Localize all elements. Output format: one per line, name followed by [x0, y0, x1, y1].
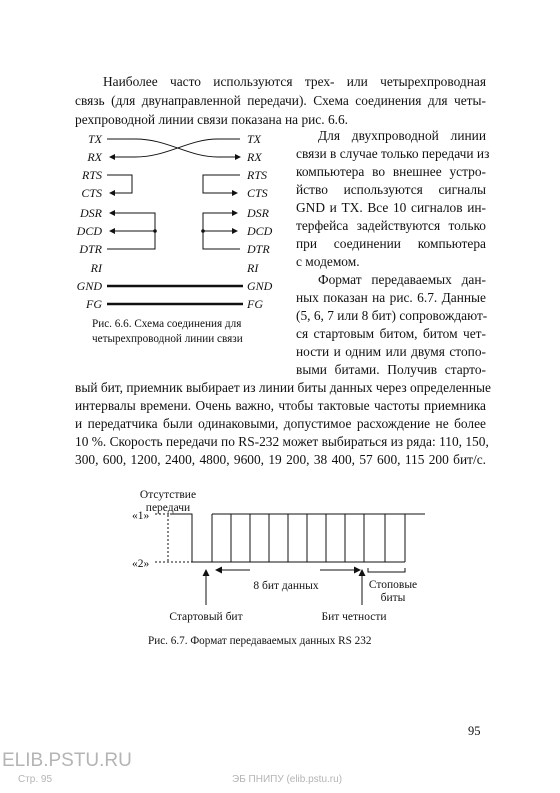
right-rts-cts-loop [203, 175, 240, 193]
text-line: выми битами. Получив старто- [296, 362, 486, 377]
right-signal-label: DTR [247, 242, 270, 256]
right-junction-dot [201, 229, 205, 233]
level-2-label: «2» [132, 558, 150, 570]
text-line: ности и одним или двумя стопо- [296, 344, 486, 359]
level-1-label: «1» [132, 510, 150, 522]
left-signal-label: GND [76, 279, 102, 293]
stop-bits-label: биты [380, 592, 406, 604]
figure-6-6-connection-diagram [76, 128, 280, 313]
left-rts-cts-loop [107, 175, 132, 193]
watermark-page: Стр. 95 [18, 774, 53, 785]
right-signal-label: FG [247, 297, 263, 311]
stop-bits-bracket [368, 568, 405, 572]
left-signal-label: DSR [80, 206, 102, 220]
right-signal-label: RI [247, 261, 259, 275]
page-number: 95 [468, 724, 481, 738]
text-line: Для двухпроводной линии [318, 128, 486, 143]
text-line: и передатчика были одинаковыми, допустимое расхождение не более [75, 416, 486, 431]
left-signal-label: RTS [81, 168, 102, 182]
text-line: вый бит, приемник выбирает из линии биты данных через определенные [75, 380, 491, 395]
idle-label: Отсутствие [139, 489, 197, 501]
text-line: GND и TX. Все 10 сигналов ин- [296, 200, 486, 215]
left-signal-label: DTR [79, 242, 102, 256]
right-signal-label: CTS [247, 186, 268, 200]
tx-rx-crossover-line [107, 139, 240, 157]
text-line: терфейса задействуются только [296, 218, 486, 233]
text-line: 300, 600, 1200, 2400, 4800, 9600, 19 200, 38 400, 57 600, 115 200 бит/с. [75, 452, 486, 467]
text-line: йство используются сигналы [296, 182, 486, 197]
text-line: интервалы времени. Очень важно, чтобы тактовые частоты приемника [75, 398, 486, 413]
right-signal-label: TX [247, 132, 262, 146]
watermark-source: ЭБ ПНИПУ (elib.pstu.ru) [232, 774, 343, 785]
text-line: компьютера во внешнее устро- [296, 164, 486, 179]
figure-6-6-caption [92, 317, 243, 347]
stop-bits-label: Стоповые [368, 579, 418, 591]
left-junction-dot [153, 229, 157, 233]
left-signal-label: FG [86, 297, 102, 311]
watermark-site: ELIB.PSTU.RU [2, 750, 132, 771]
tx-rx-crossover-line [110, 139, 240, 157]
text-line: Наиболее часто используются трех- или четырехпроводная [103, 74, 486, 89]
text-line: Формат передаваемых дан- [318, 272, 486, 287]
text-line: с модемом. [296, 254, 360, 269]
text-line: при соединении компьютера [296, 236, 486, 251]
right-signal-label: DSR [247, 206, 269, 220]
data-bits-label: 8 бит данных [253, 580, 319, 592]
left-signal-label: RX [87, 150, 102, 164]
parity-bit-label: Бит четности [321, 611, 387, 623]
text-line: ных показан на рис. 6.7. Данные [296, 290, 486, 305]
figure-6-7-timing-diagram [120, 490, 440, 630]
text-line: связи в случае только передачи из [296, 146, 490, 161]
right-signal-label: GND [247, 279, 273, 293]
right-signal-label: RX [247, 150, 262, 164]
text-line: ся стартовым битом, битом чет- [296, 326, 486, 341]
left-signal-label: CTS [81, 186, 102, 200]
right-signal-label: RTS [247, 168, 268, 182]
right-signal-label: DCD [247, 224, 273, 238]
left-signal-label: RI [90, 261, 102, 275]
left-signal-label: DCD [76, 224, 102, 238]
text-line: (5, 6, 7 или 8 бит) сопровождают- [296, 308, 488, 323]
text-line: 10 %. Скорость передачи по RS-232 может выбираться из ряда: 110, 150, [75, 434, 489, 449]
caption-line: Рис. 6.6. Схема соединения для [92, 318, 242, 330]
left-signal-label: TX [87, 132, 102, 146]
text-line: связь (для двунаправленной передачи). Схема соединения для четы- [75, 93, 486, 108]
idle-label: передачи [145, 502, 191, 514]
start-bit-label: Стартовый бит [169, 611, 243, 623]
caption-line: четырехпроводной линии связи [92, 333, 243, 345]
figure-6-7-caption: Рис. 6.7. Формат передаваемых данных RS 232 [148, 635, 372, 647]
text-line: рехпроводной линии связи показана на рис. 6.6. [75, 112, 349, 127]
signal-idle-high [170, 514, 192, 562]
